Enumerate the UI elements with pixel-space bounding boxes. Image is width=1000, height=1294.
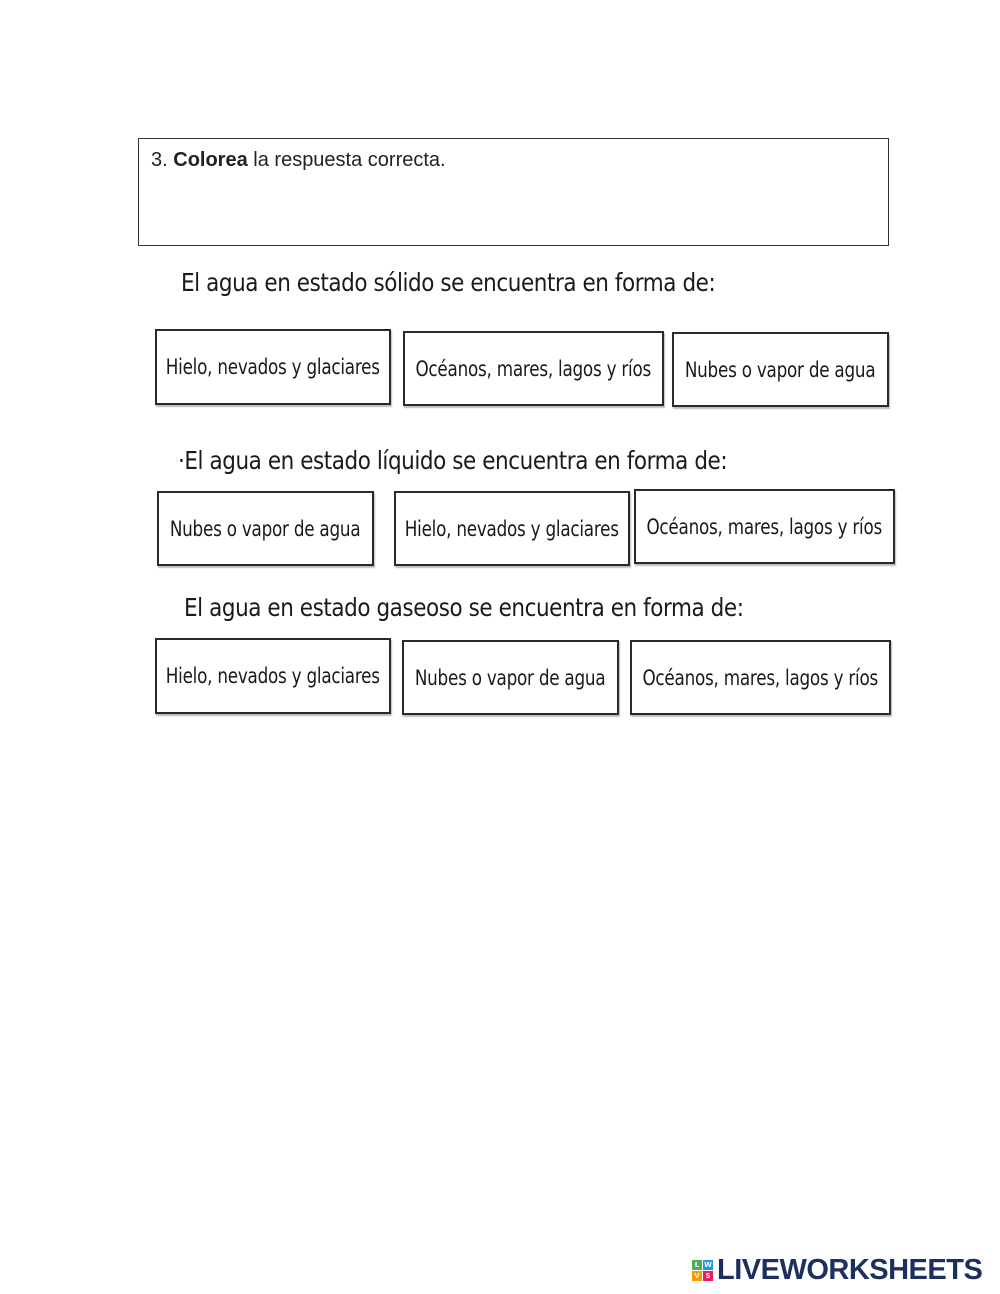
question-1-option-2[interactable]: Océanos, mares, lagos y ríos <box>403 331 664 406</box>
liveworksheets-logo-icon: L W V S <box>692 1260 713 1281</box>
liveworksheets-logo-text: LIVEWORKSHEETS <box>717 1253 983 1286</box>
instruction-number: 3. <box>151 149 168 171</box>
question-1-option-1[interactable]: Hielo, nevados y glaciares <box>155 329 391 405</box>
question-3-option-3[interactable]: Océanos, mares, lagos y ríos <box>630 640 891 715</box>
question-1-heading: El agua en estado sólido se encuentra en forma de: <box>181 268 716 297</box>
liveworksheets-logo <box>692 1255 982 1285</box>
question-2-heading: ·El agua en estado líquido se encuentra en forma de: <box>178 446 728 475</box>
question-2-option-3[interactable]: Océanos, mares, lagos y ríos <box>634 489 895 564</box>
question-2-option-1[interactable]: Nubes o vapor de agua <box>157 491 374 566</box>
question-3-option-1[interactable]: Hielo, nevados y glaciares <box>155 638 391 714</box>
instruction-verb: Colorea <box>173 149 248 171</box>
instruction-text: la respuesta correcta. <box>253 149 446 171</box>
instruction-box <box>138 138 889 246</box>
question-3-heading: El agua en estado gaseoso se encuentra en forma de: <box>184 593 744 622</box>
question-2-option-2[interactable]: Hielo, nevados y glaciares <box>394 491 630 566</box>
question-1-option-3[interactable]: Nubes o vapor de agua <box>672 332 889 407</box>
question-3-option-2[interactable]: Nubes o vapor de agua <box>402 640 619 715</box>
